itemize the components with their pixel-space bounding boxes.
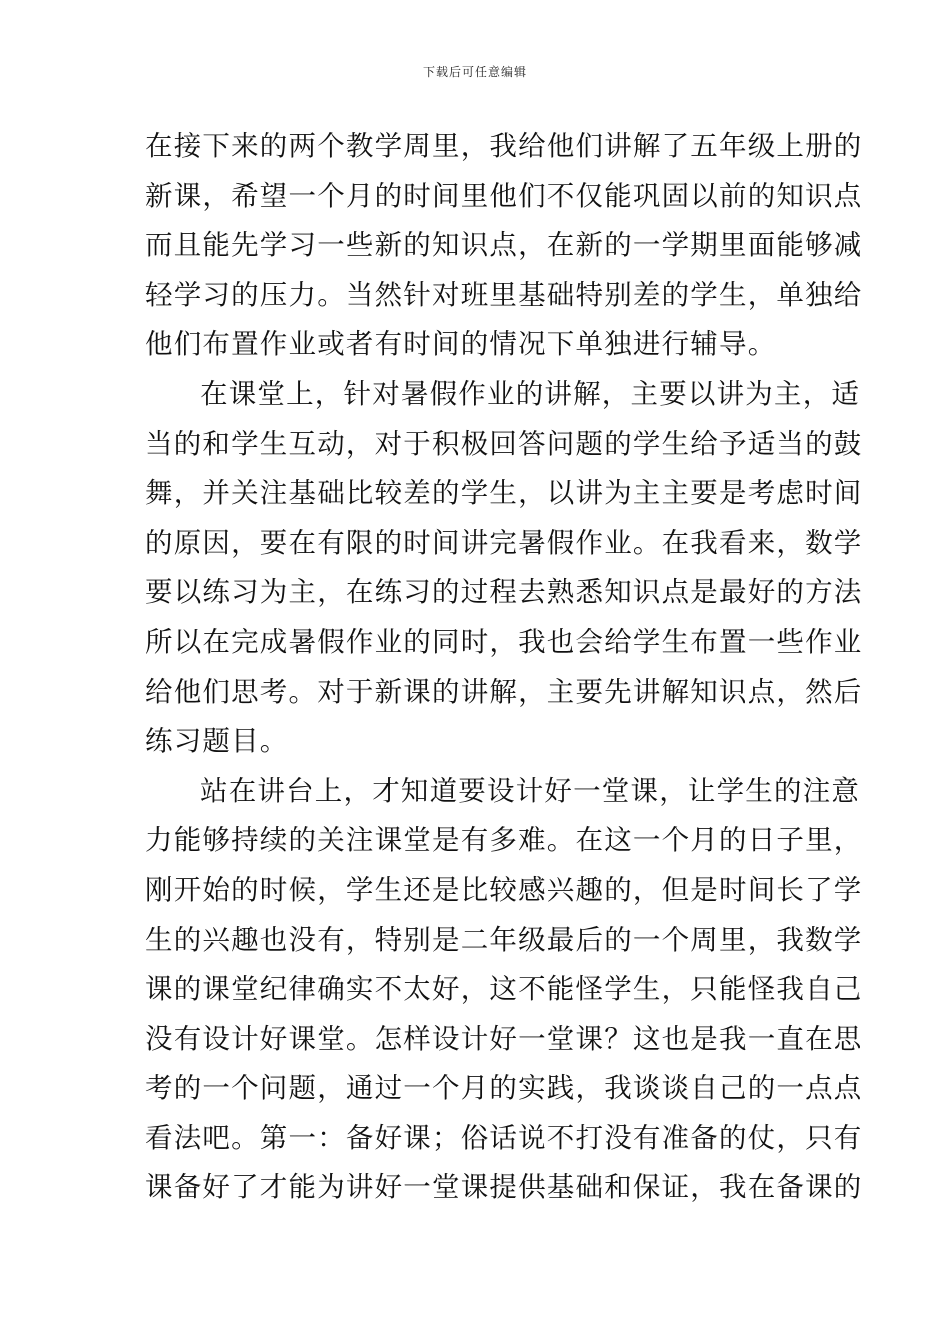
paragraph-line: 给他们思考。对于新课的讲解，主要先讲解知识点，然后 [145,675,863,708]
paragraph-line: 所以在完成暑假作业的同时，我也会给学生布置一些作业 [145,625,863,658]
paragraph-line: 练习题目。 [145,725,289,758]
paragraph-line: 看法吧。第一：备好课；俗话说不打没有准备的仗，只有 [145,1121,863,1154]
paragraph-line: 考的一个问题，通过一个月的实践，我谈谈自己的一点点 [145,1072,863,1105]
paragraph-line: 新课，希望一个月的时间里他们不仅能巩固以前的知识点 [145,179,863,212]
paragraph-line: 而且能先学习一些新的知识点，在新的一学期里面能够减 [145,229,863,262]
paragraph-line: 力能够持续的关注课堂是有多难。在这一个月的日子里， [145,824,863,857]
paragraph-line: 生的兴趣也没有，特别是二年级最后的一个周里，我数学 [145,923,863,956]
paragraph-first-line: 在课堂上，针对暑假作业的讲解，主要以讲为主，适 [200,377,861,410]
paragraph-line: 轻学习的压力。当然针对班里基础特别差的学生，单独给 [145,278,863,311]
paragraph-first-line: 站在讲台上，才知道要设计好一堂课，让学生的注意 [200,774,861,807]
page-header: 下载后可任意编辑 [422,65,527,79]
paragraph-line: 课的课堂纪律确实不太好，这不能怪学生，只能怪我自己 [145,973,863,1006]
paragraph-line: 没有设计好课堂。怎样设计好一堂课？这也是我一直在思 [145,1022,863,1055]
paragraph-line: 要以练习为主，在练习的过程去熟悉知识点是最好的方法 [145,576,863,609]
paragraph-line: 舞，并关注基础比较差的学生，以讲为主主要是考虑时间 [145,477,863,510]
paragraph-line: 的原因，要在有限的时间讲完暑假作业。在我看来，数学 [145,526,863,559]
paragraph-line: 当的和学生互动，对于积极回答问题的学生给予适当的鼓 [145,427,863,460]
paragraph-3 [145,767,863,1213]
paragraph-line: 他们布置作业或者有时间的情况下单独进行辅导。 [145,328,777,361]
document-body [145,122,863,1213]
paragraph-1 [145,122,863,370]
paragraph-line: 课备好了才能为讲好一堂课提供基础和保证，我在备课的 [145,1171,863,1204]
paragraph-2 [145,370,863,767]
paragraph-line: 刚开始的时候，学生还是比较感兴趣的，但是时间长了学 [145,873,863,906]
paragraph-line: 在接下来的两个教学周里，我给他们讲解了五年级上册的 [145,130,863,162]
